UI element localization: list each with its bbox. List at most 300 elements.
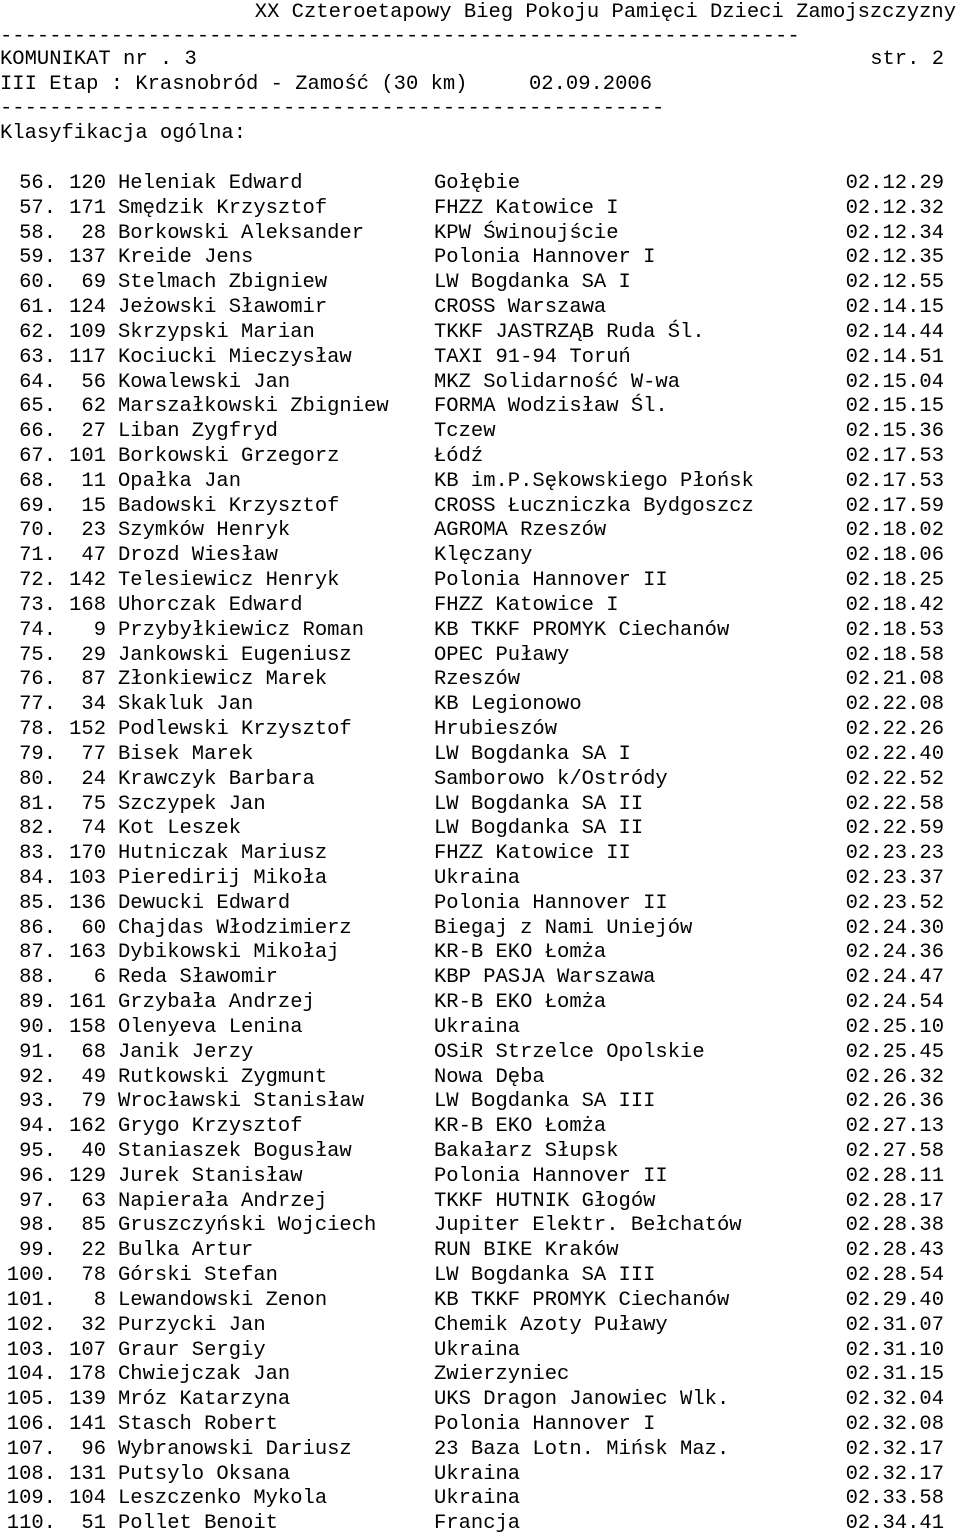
result-runner-name: Jurek Stanisław bbox=[118, 1164, 303, 1188]
result-club: KR-B EKO Łomża bbox=[434, 1115, 607, 1139]
result-time: 02.17.59 bbox=[845, 494, 944, 518]
result-bib-number: 137 bbox=[69, 246, 106, 270]
result-runner-name: Pollet Benoit bbox=[118, 1512, 278, 1536]
result-time: 02.14.44 bbox=[845, 320, 944, 344]
result-bib-number: 23 bbox=[81, 519, 106, 543]
result-bib-number: 78 bbox=[81, 1264, 106, 1288]
result-row bbox=[0, 816, 960, 841]
result-row bbox=[0, 841, 960, 866]
result-bib-number: 142 bbox=[69, 569, 106, 593]
result-time: 02.32.17 bbox=[845, 1437, 944, 1461]
result-bib-number: 158 bbox=[69, 1015, 106, 1039]
result-time: 02.32.17 bbox=[845, 1462, 944, 1486]
result-position: 108. bbox=[6, 1462, 56, 1486]
result-row bbox=[0, 667, 960, 692]
result-club: KPW Świnoujście bbox=[434, 221, 619, 245]
result-position: 95. bbox=[19, 1139, 56, 1163]
result-club: Polonia Hannover I bbox=[434, 1413, 656, 1436]
result-runner-name: Jankowski Eugeniusz bbox=[118, 643, 352, 667]
result-time: 02.12.55 bbox=[845, 271, 944, 295]
komunikat-line bbox=[0, 47, 960, 72]
result-position: 94. bbox=[19, 1115, 56, 1139]
result-time: 02.26.36 bbox=[845, 1090, 944, 1114]
result-position: 82. bbox=[19, 817, 56, 841]
result-bib-number: 152 bbox=[69, 718, 106, 742]
result-runner-name: Bisek Marek bbox=[118, 742, 254, 766]
result-bib-number: 124 bbox=[69, 296, 106, 320]
result-position: 77. bbox=[19, 693, 56, 717]
result-bib-number: 87 bbox=[81, 668, 106, 692]
stage-info: III Etap : Krasnobród - Zamość (30 km) 02.09.2006 bbox=[0, 73, 653, 96]
result-position: 103. bbox=[6, 1338, 56, 1362]
result-row bbox=[0, 593, 960, 618]
result-runner-name: Napierała Andrzej bbox=[118, 1189, 328, 1213]
result-time: 02.25.45 bbox=[845, 1040, 944, 1064]
result-time: 02.12.34 bbox=[845, 221, 944, 245]
result-time: 02.12.35 bbox=[845, 246, 944, 270]
result-position: 76. bbox=[19, 668, 56, 692]
result-position: 57. bbox=[19, 196, 56, 220]
result-row bbox=[0, 940, 960, 965]
result-row bbox=[0, 742, 960, 767]
result-position: 98. bbox=[19, 1214, 56, 1238]
result-runner-name: Skakluk Jan bbox=[118, 693, 254, 717]
result-position: 89. bbox=[19, 991, 56, 1015]
result-time: 02.31.10 bbox=[845, 1338, 944, 1362]
result-row bbox=[0, 1164, 960, 1189]
result-bib-number: 170 bbox=[69, 842, 106, 866]
result-bib-number: 11 bbox=[81, 469, 106, 493]
result-runner-name: Kot Leszek bbox=[118, 817, 242, 841]
result-position: 105. bbox=[6, 1388, 56, 1412]
result-runner-name: Dybikowski Mikołaj bbox=[118, 941, 340, 965]
result-club: CROSS Warszawa bbox=[434, 296, 607, 320]
result-club: Tczew bbox=[434, 420, 496, 444]
result-bib-number: 32 bbox=[81, 1313, 106, 1337]
result-time: 02.32.08 bbox=[845, 1413, 944, 1436]
result-runner-name: Dewucki Edward bbox=[118, 891, 291, 915]
result-runner-name: Kreide Jens bbox=[118, 246, 254, 270]
result-row bbox=[0, 494, 960, 519]
result-club: Rzeszów bbox=[434, 668, 521, 692]
result-runner-name: Rutkowski Zygmunt bbox=[118, 1065, 328, 1089]
result-club: MKZ Solidarność W-wa bbox=[434, 370, 681, 394]
result-bib-number: 109 bbox=[69, 320, 106, 344]
result-runner-name: Janik Jerzy bbox=[118, 1040, 254, 1064]
result-row bbox=[0, 171, 960, 196]
result-club: KR-B EKO Łomża bbox=[434, 991, 607, 1015]
result-club: TAXI 91-94 Toruń bbox=[434, 345, 631, 369]
result-runner-name: Opałka Jan bbox=[118, 469, 242, 493]
result-club: Ukraina bbox=[434, 1462, 521, 1486]
result-bib-number: 79 bbox=[81, 1090, 106, 1114]
result-position: 78. bbox=[19, 718, 56, 742]
result-time: 02.22.58 bbox=[845, 792, 944, 816]
result-row bbox=[0, 1387, 960, 1412]
result-row bbox=[0, 792, 960, 817]
result-bib-number: 171 bbox=[69, 196, 106, 220]
result-time: 02.31.15 bbox=[845, 1363, 944, 1387]
result-bib-number: 56 bbox=[81, 370, 106, 394]
result-bib-number: 178 bbox=[69, 1363, 106, 1387]
result-row bbox=[0, 1288, 960, 1313]
result-bib-number: 40 bbox=[81, 1139, 106, 1163]
result-row bbox=[0, 1362, 960, 1387]
result-time: 02.22.26 bbox=[845, 718, 944, 742]
result-club: Ukraina bbox=[434, 1338, 521, 1362]
result-time: 02.34.41 bbox=[845, 1512, 944, 1536]
result-position: 58. bbox=[19, 221, 56, 245]
result-position: 65. bbox=[19, 395, 56, 419]
result-time: 02.24.47 bbox=[845, 966, 944, 990]
result-position: 67. bbox=[19, 445, 56, 469]
result-row bbox=[0, 320, 960, 345]
result-bib-number: 63 bbox=[81, 1189, 106, 1213]
result-club: LW Bogdanka SA II bbox=[434, 817, 644, 841]
result-bib-number: 74 bbox=[81, 817, 106, 841]
result-runner-name: Borkowski Grzegorz bbox=[118, 445, 340, 469]
page-number: str. 2 bbox=[870, 48, 944, 71]
result-club: Nowa Dęba bbox=[434, 1065, 545, 1089]
result-runner-name: Wybranowski Dariusz bbox=[118, 1437, 352, 1461]
result-time: 02.18.53 bbox=[845, 618, 944, 642]
result-position: 60. bbox=[19, 271, 56, 295]
result-time: 02.18.58 bbox=[845, 643, 944, 667]
result-runner-name: Gruszczyński Wojciech bbox=[118, 1214, 377, 1238]
result-club: LW Bogdanka SA I bbox=[434, 271, 631, 295]
result-bib-number: 75 bbox=[81, 792, 106, 816]
result-club: Ukraina bbox=[434, 866, 521, 890]
result-time: 02.29.40 bbox=[845, 1288, 944, 1312]
result-position: 90. bbox=[19, 1015, 56, 1039]
result-position: 74. bbox=[19, 618, 56, 642]
result-bib-number: 131 bbox=[69, 1462, 106, 1486]
result-runner-name: Przybyłkiewicz Roman bbox=[118, 618, 365, 642]
result-position: 75. bbox=[19, 643, 56, 667]
result-position: 104. bbox=[6, 1363, 56, 1387]
result-bib-number: 139 bbox=[69, 1388, 106, 1412]
result-runner-name: Heleniak Edward bbox=[118, 172, 303, 195]
result-time: 02.23.23 bbox=[845, 842, 944, 866]
result-club: Francja bbox=[434, 1512, 521, 1536]
result-time: 02.14.15 bbox=[845, 296, 944, 320]
result-row bbox=[0, 643, 960, 668]
result-bib-number: 136 bbox=[69, 891, 106, 915]
result-bib-number: 27 bbox=[81, 420, 106, 444]
result-time: 02.22.08 bbox=[845, 693, 944, 717]
result-club: LW Bogdanka SA I bbox=[434, 742, 631, 766]
result-row bbox=[0, 866, 960, 891]
result-position: 110. bbox=[6, 1512, 56, 1536]
result-bib-number: 129 bbox=[69, 1164, 106, 1188]
result-position: 101. bbox=[6, 1288, 56, 1312]
result-position: 88. bbox=[19, 966, 56, 990]
result-row bbox=[0, 1511, 960, 1536]
result-row bbox=[0, 1338, 960, 1363]
result-position: 69. bbox=[19, 494, 56, 518]
result-time: 02.31.07 bbox=[845, 1313, 944, 1337]
result-time: 02.17.53 bbox=[845, 469, 944, 493]
result-time: 02.24.36 bbox=[845, 941, 944, 965]
result-position: 86. bbox=[19, 916, 56, 940]
result-row bbox=[0, 717, 960, 742]
result-runner-name: Lewandowski Zenon bbox=[118, 1288, 328, 1312]
document-title: XX Czteroetapowy Bieg Pokoju Pamięci Dzieci Zamojszczyzny bbox=[254, 1, 956, 24]
result-club: TKKF HUTNIK Głogów bbox=[434, 1189, 656, 1213]
result-row bbox=[0, 1238, 960, 1263]
result-time: 02.24.54 bbox=[845, 991, 944, 1015]
result-runner-name: Górski Stefan bbox=[118, 1264, 278, 1288]
result-row bbox=[0, 1412, 960, 1437]
result-club: Polonia Hannover II bbox=[434, 1164, 668, 1188]
result-runner-name: Grygo Krzysztof bbox=[118, 1115, 303, 1139]
result-runner-name: Purzycki Jan bbox=[118, 1313, 266, 1337]
result-runner-name: Telesiewicz Henryk bbox=[118, 569, 340, 593]
result-bib-number: 161 bbox=[69, 991, 106, 1015]
result-bib-number: 62 bbox=[81, 395, 106, 419]
result-runner-name: Kowalewski Jan bbox=[118, 370, 291, 394]
result-row bbox=[0, 370, 960, 395]
result-club: Samborowo k/Ostródy bbox=[434, 767, 668, 791]
result-position: 92. bbox=[19, 1065, 56, 1089]
section-heading: Klasyfikacja ogólna: bbox=[0, 122, 247, 145]
result-runner-name: Szczypek Jan bbox=[118, 792, 266, 816]
result-time: 02.32.04 bbox=[845, 1388, 944, 1412]
result-club: Polonia Hannover I bbox=[434, 246, 656, 270]
result-row bbox=[0, 221, 960, 246]
result-club: Polonia Hannover II bbox=[434, 891, 668, 915]
result-time: 02.23.52 bbox=[845, 891, 944, 915]
result-time: 02.28.54 bbox=[845, 1264, 944, 1288]
result-club: Ukraina bbox=[434, 1487, 521, 1511]
result-row bbox=[0, 1015, 960, 1040]
result-runner-name: Grzybała Andrzej bbox=[118, 991, 315, 1015]
result-row bbox=[0, 469, 960, 494]
result-row bbox=[0, 1089, 960, 1114]
result-bib-number: 69 bbox=[81, 271, 106, 295]
result-bib-number: 77 bbox=[81, 742, 106, 766]
result-club: 23 Baza Lotn. Mińsk Maz. bbox=[434, 1437, 730, 1461]
result-row bbox=[0, 618, 960, 643]
komunikat-number: KOMUNIKAT nr . 3 bbox=[0, 48, 197, 71]
result-row bbox=[0, 1189, 960, 1214]
result-position: 66. bbox=[19, 420, 56, 444]
result-club: Biegaj z Nami Uniejów bbox=[434, 916, 693, 940]
result-time: 02.21.08 bbox=[845, 668, 944, 692]
result-runner-name: Złonkiewicz Marek bbox=[118, 668, 328, 692]
result-time: 02.22.59 bbox=[845, 817, 944, 841]
result-runner-name: Chajdas Włodzimierz bbox=[118, 916, 352, 940]
result-bib-number: 168 bbox=[69, 593, 106, 617]
result-club: KB im.P.Sękowskiego Płońsk bbox=[434, 469, 754, 493]
result-runner-name: Leszczenko Mykola bbox=[118, 1487, 328, 1511]
result-bib-number: 15 bbox=[81, 494, 106, 518]
result-position: 68. bbox=[19, 469, 56, 493]
result-runner-name: Wrocławski Stanisław bbox=[118, 1090, 365, 1114]
result-bib-number: 28 bbox=[81, 221, 106, 245]
result-time: 02.17.53 bbox=[845, 445, 944, 469]
result-runner-name: Borkowski Aleksander bbox=[118, 221, 365, 245]
result-time: 02.15.15 bbox=[845, 395, 944, 419]
result-time: 02.28.38 bbox=[845, 1214, 944, 1238]
result-time: 02.26.32 bbox=[845, 1065, 944, 1089]
result-club: LW Bogdanka SA III bbox=[434, 1264, 656, 1288]
result-club: UKS Dragon Janowiec Wlk. bbox=[434, 1388, 730, 1412]
result-club: Łódź bbox=[434, 445, 484, 469]
result-bib-number: 24 bbox=[81, 767, 106, 791]
result-time: 02.28.43 bbox=[845, 1239, 944, 1263]
result-time: 02.12.32 bbox=[845, 196, 944, 220]
result-position: 71. bbox=[19, 544, 56, 568]
result-row bbox=[0, 444, 960, 469]
result-row bbox=[0, 1213, 960, 1238]
result-runner-name: Stelmach Zbigniew bbox=[118, 271, 328, 295]
result-club: KB TKKF PROMYK Ciechanów bbox=[434, 1288, 730, 1312]
result-club: Jupiter Elektr. Bełchatów bbox=[434, 1214, 742, 1238]
result-club: TKKF JASTRZĄB Ruda Śl. bbox=[434, 320, 705, 344]
result-row bbox=[0, 1065, 960, 1090]
result-bib-number: 85 bbox=[81, 1214, 106, 1238]
result-bib-number: 162 bbox=[69, 1115, 106, 1139]
result-time: 02.28.11 bbox=[845, 1164, 944, 1188]
result-bib-number: 22 bbox=[81, 1239, 106, 1263]
result-position: 63. bbox=[19, 345, 56, 369]
result-bib-number: 96 bbox=[81, 1437, 106, 1461]
result-club: FHZZ Katowice II bbox=[434, 842, 631, 866]
result-row bbox=[0, 270, 960, 295]
result-runner-name: Mróz Katarzyna bbox=[118, 1388, 291, 1412]
result-runner-name: Uhorczak Edward bbox=[118, 593, 303, 617]
result-bib-number: 141 bbox=[69, 1413, 106, 1436]
result-club: LW Bogdanka SA III bbox=[434, 1090, 656, 1114]
result-runner-name: Olenyeva Lenina bbox=[118, 1015, 303, 1039]
result-row bbox=[0, 543, 960, 568]
result-runner-name: Putsylo Oksana bbox=[118, 1462, 291, 1486]
result-runner-name: Szymków Henryk bbox=[118, 519, 291, 543]
result-bib-number: 103 bbox=[69, 866, 106, 890]
result-bib-number: 29 bbox=[81, 643, 106, 667]
result-bib-number: 8 bbox=[93, 1288, 106, 1312]
result-time: 02.23.37 bbox=[845, 866, 944, 890]
result-row bbox=[0, 1263, 960, 1288]
result-club: CROSS Łuczniczka Bydgoszcz bbox=[434, 494, 754, 518]
result-club: Ukraina bbox=[434, 1015, 521, 1039]
result-club: AGROMA Rzeszów bbox=[434, 519, 607, 543]
result-position: 102. bbox=[6, 1313, 56, 1337]
result-club: Chemik Azoty Puławy bbox=[434, 1313, 668, 1337]
result-position: 79. bbox=[19, 742, 56, 766]
result-runner-name: Bulka Artur bbox=[118, 1239, 254, 1263]
result-runner-name: Podlewski Krzysztof bbox=[118, 718, 352, 742]
result-position: 96. bbox=[19, 1164, 56, 1188]
result-club: OSiR Strzelce Opolskie bbox=[434, 1040, 705, 1064]
result-row bbox=[0, 196, 960, 221]
result-club: Zwierzyniec bbox=[434, 1363, 570, 1387]
result-bib-number: 6 bbox=[93, 966, 106, 990]
result-position: 73. bbox=[19, 593, 56, 617]
result-club: Polonia Hannover II bbox=[434, 569, 668, 593]
result-row bbox=[0, 394, 960, 419]
result-position: 106. bbox=[6, 1413, 56, 1436]
result-position: 62. bbox=[19, 320, 56, 344]
result-row bbox=[0, 692, 960, 717]
result-runner-name: Stasch Robert bbox=[118, 1413, 278, 1436]
result-time: 02.18.02 bbox=[845, 519, 944, 543]
result-time: 02.12.29 bbox=[845, 172, 944, 195]
result-club: Klęczany bbox=[434, 544, 533, 568]
result-position: 70. bbox=[19, 519, 56, 543]
result-position: 97. bbox=[19, 1189, 56, 1213]
result-bib-number: 163 bbox=[69, 941, 106, 965]
result-row bbox=[0, 1462, 960, 1487]
result-time: 02.18.42 bbox=[845, 593, 944, 617]
result-runner-name: Staniaszek Bogusław bbox=[118, 1139, 352, 1163]
result-bib-number: 107 bbox=[69, 1338, 106, 1362]
result-runner-name: Kociucki Mieczysław bbox=[118, 345, 352, 369]
result-row bbox=[0, 419, 960, 444]
result-row bbox=[0, 568, 960, 593]
result-position: 107. bbox=[6, 1437, 56, 1461]
result-time: 02.27.13 bbox=[845, 1115, 944, 1139]
result-time: 02.15.04 bbox=[845, 370, 944, 394]
result-runner-name: Jeżowski Sławomir bbox=[118, 296, 328, 320]
result-bib-number: 51 bbox=[81, 1512, 106, 1536]
result-bib-number: 49 bbox=[81, 1065, 106, 1089]
result-time: 02.22.40 bbox=[845, 742, 944, 766]
result-row bbox=[0, 891, 960, 916]
result-position: 84. bbox=[19, 866, 56, 890]
stage-rule: ------------------------------------------------------ bbox=[0, 97, 665, 120]
result-row bbox=[0, 1437, 960, 1462]
result-bib-number: 120 bbox=[69, 172, 106, 195]
result-bib-number: 47 bbox=[81, 544, 106, 568]
result-row bbox=[0, 965, 960, 990]
result-position: 59. bbox=[19, 246, 56, 270]
result-time: 02.22.52 bbox=[845, 767, 944, 791]
result-position: 80. bbox=[19, 767, 56, 791]
result-club: FHZZ Katowice I bbox=[434, 593, 619, 617]
result-club: FHZZ Katowice I bbox=[434, 196, 619, 220]
result-time: 02.18.06 bbox=[845, 544, 944, 568]
result-bib-number: 104 bbox=[69, 1487, 106, 1511]
result-position: 99. bbox=[19, 1239, 56, 1263]
result-runner-name: Reda Sławomir bbox=[118, 966, 278, 990]
result-bib-number: 34 bbox=[81, 693, 106, 717]
result-position: 81. bbox=[19, 792, 56, 816]
result-club: KBP PASJA Warszawa bbox=[434, 966, 656, 990]
result-row bbox=[0, 1486, 960, 1511]
result-club: LW Bogdanka SA II bbox=[434, 792, 644, 816]
result-time: 02.33.58 bbox=[845, 1487, 944, 1511]
result-runner-name: Graur Sergiy bbox=[118, 1338, 266, 1362]
result-bib-number: 117 bbox=[69, 345, 106, 369]
result-time: 02.14.51 bbox=[845, 345, 944, 369]
result-club: Hrubieszów bbox=[434, 718, 558, 742]
result-runner-name: Chwiejczak Jan bbox=[118, 1363, 291, 1387]
result-runner-name: Badowski Krzysztof bbox=[118, 494, 340, 518]
result-row bbox=[0, 1040, 960, 1065]
result-club: Bakałarz Słupsk bbox=[434, 1139, 619, 1163]
result-position: 87. bbox=[19, 941, 56, 965]
result-runner-name: Skrzypski Marian bbox=[118, 320, 315, 344]
result-time: 02.18.25 bbox=[845, 569, 944, 593]
result-runner-name: Drozd Wiesław bbox=[118, 544, 278, 568]
result-club: Gołębie bbox=[434, 172, 521, 195]
result-position: 93. bbox=[19, 1090, 56, 1114]
result-row bbox=[0, 345, 960, 370]
result-row bbox=[0, 990, 960, 1015]
result-bib-number: 68 bbox=[81, 1040, 106, 1064]
